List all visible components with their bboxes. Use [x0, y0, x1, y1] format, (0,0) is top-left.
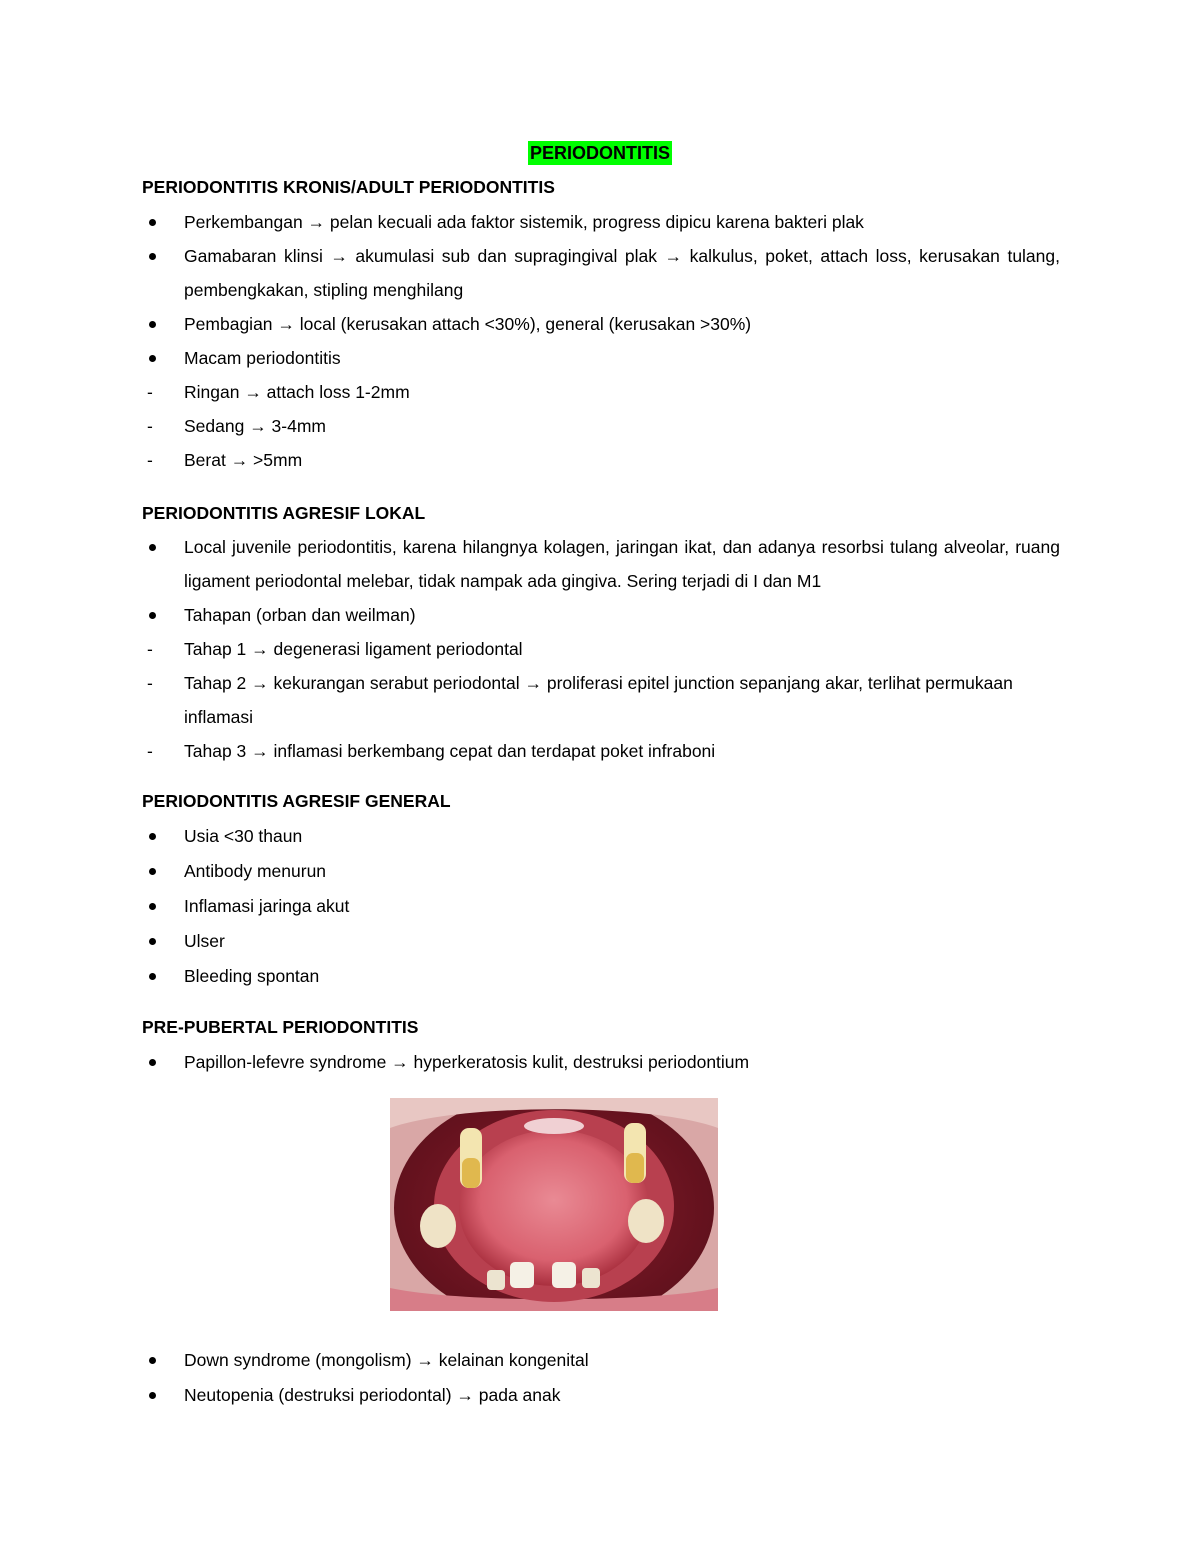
list-item: Usia <30 thaun	[142, 819, 1060, 854]
list-item: Inflamasi jaringa akut	[142, 889, 1060, 924]
list-item: Pembagian → local (kerusakan attach <30%), general (kerusakan >30%)	[142, 307, 1060, 341]
section-heading: PRE-PUBERTAL PERIODONTITIS	[142, 1017, 419, 1037]
bullet-list	[142, 1045, 1060, 1079]
sub-list-item: - Sedang → 3-4mm	[142, 409, 1060, 443]
section-pre-pubertal	[142, 1015, 1060, 1079]
sub-list-item: - Berat → >5mm	[142, 443, 1060, 477]
list-item: Local juvenile periodontitis, karena hilangnya kolagen, jaringan ikat, dan adanya resorbsi tulang alveolar, ruang ligament periodontal melebar, tidak nampak ada gingiva. Sering terjadi di I dan M1	[142, 530, 1060, 598]
section-kronis	[142, 175, 1060, 477]
list-item: Bleeding spontan	[142, 959, 1060, 994]
section-agresif-lokal	[142, 501, 1060, 768]
list-item: Antibody menurun	[142, 854, 1060, 889]
sub-list-item: - Tahap 2 → kekurangan serabut periodontal → proliferasi epitel junction sepanjang akar, terlihat permukaan inflamasi	[142, 666, 1060, 734]
list-item: Perkembangan → pelan kecuali ada faktor sistemik, progress dipicu karena bakteri plak	[142, 205, 1060, 239]
list-item: Tahapan (orban dan weilman)	[142, 598, 1060, 632]
list-item: Ulser	[142, 924, 1060, 959]
document-title: PERIODONTITIS	[529, 143, 670, 163]
section-heading: PERIODONTITIS AGRESIF LOKAL	[142, 503, 426, 523]
list-item: Macam periodontitis	[142, 341, 1060, 375]
bullet-list	[142, 819, 1060, 994]
clinical-photo-mouth	[390, 1098, 718, 1311]
bullet-list	[142, 530, 1060, 632]
list-item: Down syndrome (mongolism) → kelainan kongenital	[142, 1343, 1060, 1378]
dash-list	[142, 632, 1060, 768]
section-pre-pubertal-continued	[142, 1343, 1060, 1413]
dash-list	[142, 375, 1060, 477]
section-heading: PERIODONTITIS KRONIS/ADULT PERIODONTITIS	[142, 177, 555, 197]
sub-list-item: - Ringan → attach loss 1-2mm	[142, 375, 1060, 409]
list-item: Gamabaran klinsi → akumulasi sub dan supragingival plak → kalkulus, poket, attach loss, kerusakan tulang, pembengkakan, stipling menghilang	[142, 239, 1060, 307]
title-wrap	[0, 141, 1200, 165]
bullet-list	[142, 205, 1060, 375]
sub-list-item: - Tahap 1 → degenerasi ligament periodontal	[142, 632, 1060, 666]
list-item: Neutopenia (destruksi periodontal) → pada anak	[142, 1378, 1060, 1413]
section-agresif-general	[142, 789, 1060, 994]
section-heading: PERIODONTITIS AGRESIF GENERAL	[142, 791, 451, 811]
sub-list-item: - Tahap 3 → inflamasi berkembang cepat dan terdapat poket infraboni	[142, 734, 1060, 768]
list-item: Papillon-lefevre syndrome → hyperkeratosis kulit, destruksi periodontium	[142, 1045, 1060, 1079]
bullet-list	[142, 1343, 1060, 1413]
